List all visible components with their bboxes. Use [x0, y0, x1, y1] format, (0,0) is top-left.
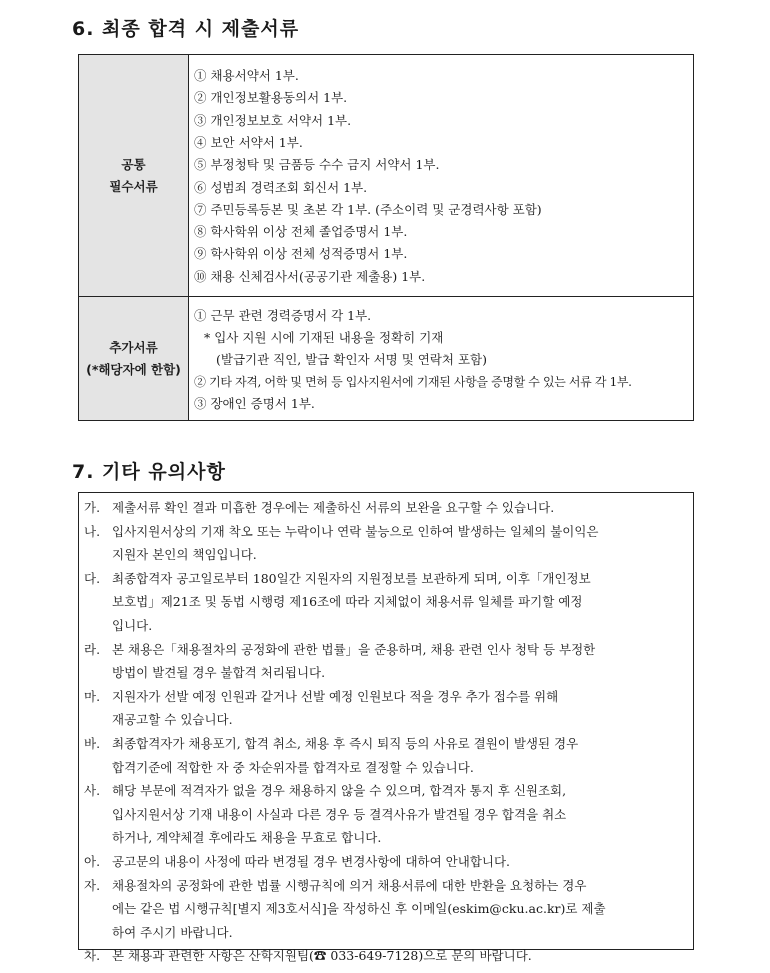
extra-note-detail: (발급기관 직인, 발급 확인자 서명 및 연락처 포함) — [216, 351, 487, 367]
notice-item — [84, 779, 685, 850]
notice-item — [84, 638, 685, 685]
common-item: ① 채용서약서 1부. — [194, 68, 299, 84]
additional-documents-list — [189, 297, 694, 421]
common-item: ⑧ 학사학위 이상 전체 졸업증명서 1부. — [194, 224, 408, 240]
notice-line: 제출서류 확인 결과 미흡한 경우에는 제출하신 서류의 보완을 요구할 수 있습니다. — [112, 500, 555, 515]
notice-item — [84, 685, 685, 732]
notice-item — [84, 874, 685, 945]
notice-marker: 사. — [84, 783, 101, 799]
extra-note: * 입사 지원 시에 기재된 내용을 정확히 기재 — [204, 329, 444, 345]
submission-documents-table — [78, 54, 694, 421]
notice-line: 본 채용과 관련한 사항은 산학지원팀(☎ 033-649-7128)으로 문의 바랍니다. — [112, 948, 532, 964]
notice-box — [78, 492, 694, 964]
notice-line: 재공고할 수 있습니다. — [112, 712, 233, 728]
notice-line: 에는 같은 법 시행규칙[별지 제3호서식]을 작성하신 후 이메일(eskim@cku.ac.kr)로 제출 — [112, 901, 606, 917]
notice-item — [84, 850, 685, 874]
notice-line: 해당 부문에 적격자가 없을 경우 채용하지 않을 수 있으며, 합격자 통지 후 신원조회, — [112, 783, 567, 799]
notice-line: 입사지원서상의 기재 착오 또는 누락이나 연락 불능으로 인하여 발생하는 일체의 불이익은 — [112, 523, 599, 539]
notice-marker: 라. — [84, 641, 101, 657]
common-documents-label — [79, 55, 189, 297]
notice-line: 하거나, 계약체결 후에라도 채용을 무효로 합니다. — [112, 830, 382, 846]
notice-line: 최종합격자 공고일로부터 180일간 지원자의 지원정보를 보관하게 되며, 이후「개인정보 — [112, 570, 591, 586]
section-7-title: 7. 기타 유의사항 — [72, 461, 226, 483]
notice-text — [112, 944, 685, 968]
notice-text — [112, 520, 685, 567]
notice-marker: 다. — [84, 570, 101, 586]
common-item: ⑩ 채용 신체검사서(공공기관 제출용) 1부. — [194, 268, 426, 284]
notice-marker: 바. — [84, 735, 101, 751]
common-label-line1: 공통 — [121, 156, 146, 172]
notice-marker: 마. — [84, 688, 101, 704]
notice-line: 공고문의 내용이 사정에 따라 변경될 경우 변경사항에 대하여 안내합니다. — [112, 853, 511, 869]
notice-item — [84, 520, 685, 567]
notice-marker: 차. — [84, 948, 101, 964]
notice-text — [112, 732, 685, 779]
extra-item: ② 기타 자격, 어학 및 면허 등 입사지원서에 기재된 사항을 증명할 수 있는 서류 각 1부. — [194, 374, 632, 389]
extra-label-line2: (*해당자에 한함) — [86, 361, 181, 377]
common-item: ⑥ 성범죄 경력조회 회신서 1부. — [194, 179, 368, 195]
notice-line: 채용절차의 공정화에 관한 법률 시행규칙에 의거 채용서류에 대한 반환을 요청하는 경우 — [112, 877, 587, 893]
common-item: ⑦ 주민등록등본 및 초본 각 1부. (주소이력 및 군경력사항 포함) — [194, 201, 542, 217]
notice-line: 하여 주시기 바랍니다. — [112, 924, 233, 940]
common-documents-list — [189, 55, 694, 297]
notice-line: 지원자 본인의 책임입니다. — [112, 547, 257, 563]
notice-line: 방법이 발견될 경우 불합격 처리됩니다. — [112, 665, 326, 681]
notice-line: 지원자가 선발 예정 인원과 같거나 선발 예정 인원보다 적을 경우 추가 접수를 위해 — [112, 688, 559, 704]
common-item: ③ 개인정보보호 서약서 1부. — [194, 112, 352, 128]
notice-text — [112, 638, 685, 685]
extra-label-line1: 추가서류 — [109, 339, 158, 355]
notice-item — [84, 496, 685, 520]
notice-text — [112, 874, 685, 945]
notice-marker: 아. — [84, 853, 101, 869]
additional-documents-label — [79, 297, 189, 421]
notice-marker: 자. — [84, 877, 101, 893]
notice-text — [112, 496, 685, 520]
notice-item — [84, 567, 685, 638]
notice-text — [112, 779, 685, 850]
notice-marker: 가. — [84, 500, 101, 515]
notice-line: 합격기준에 적합한 자 중 차순위자를 합격자로 결정할 수 있습니다. — [112, 759, 474, 775]
extra-item: ① 근무 관련 경력증명서 각 1부. — [194, 307, 372, 323]
notice-item — [84, 944, 685, 968]
common-item: ⑤ 부정청탁 및 금품등 수수 금지 서약서 1부. — [194, 157, 440, 173]
section-6-title: 6. 최종 합격 시 제출서류 — [72, 18, 300, 40]
common-label-line2: 필수서류 — [109, 178, 158, 194]
notice-line: 보호법」제21조 및 동법 시행령 제16조에 따라 지체없이 채용서류 일체를 파기할 예정 — [112, 594, 583, 610]
notice-item — [84, 732, 685, 779]
notice-text — [112, 850, 685, 874]
notice-text — [112, 685, 685, 732]
common-item: ② 개인정보활용동의서 1부. — [194, 90, 348, 106]
notice-line: 본 채용은「채용절차의 공정화에 관한 법률」을 준용하며, 채용 관련 인사 청탁 등 부정한 — [112, 641, 596, 657]
common-item: ⑨ 학사학위 이상 전체 성적증명서 1부. — [194, 246, 408, 262]
notice-marker: 나. — [84, 523, 101, 539]
common-documents-row — [79, 55, 694, 297]
extra-item: ③ 장애인 증명서 1부. — [194, 395, 315, 411]
notice-line: 입니다. — [112, 617, 153, 633]
notice-line: 입사지원서상 기재 내용이 사실과 다른 경우 등 결격사유가 발견될 경우 합격을 취소 — [112, 806, 567, 822]
notice-text — [112, 567, 685, 638]
common-item: ④ 보안 서약서 1부. — [194, 134, 303, 150]
additional-documents-row — [79, 297, 694, 421]
notice-line: 최종합격자가 채용포기, 합격 취소, 채용 후 즉시 퇴직 등의 사유로 결원이 발생된 경우 — [112, 735, 579, 751]
